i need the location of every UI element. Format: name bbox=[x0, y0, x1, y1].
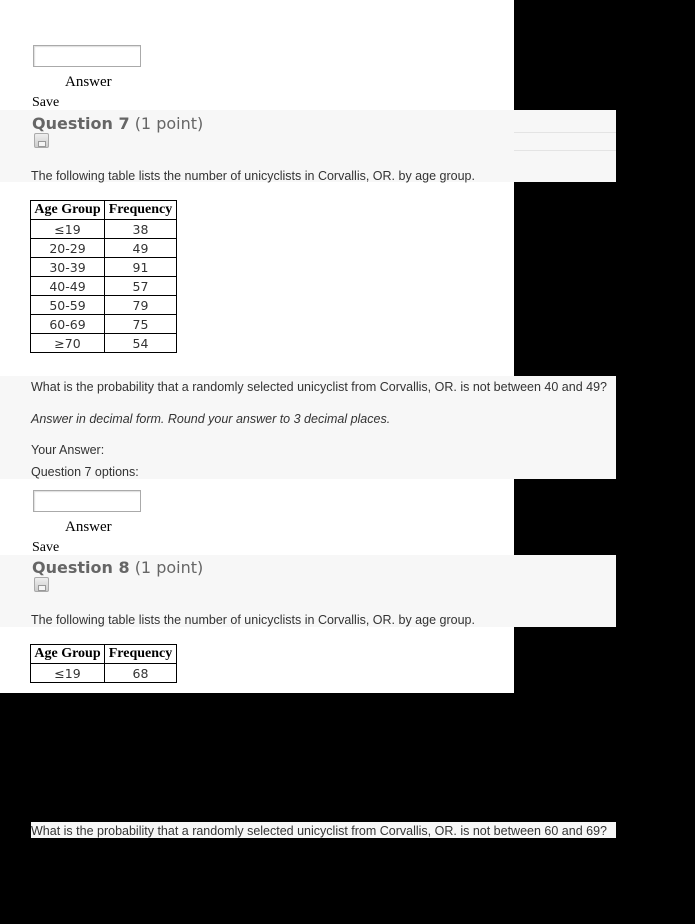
q7-options-label: Question 7 options: bbox=[31, 465, 139, 479]
age-group-cell: 30-39 bbox=[31, 258, 105, 277]
frequency-cell: 75 bbox=[105, 315, 177, 334]
age-group-cell: ≤19 bbox=[31, 220, 105, 239]
frequency-cell: 79 bbox=[105, 296, 177, 315]
table-row bbox=[31, 334, 177, 353]
table-row bbox=[31, 239, 177, 258]
table-row bbox=[31, 258, 177, 277]
age-group-cell: ≥70 bbox=[31, 334, 105, 353]
q7-instruction: Answer in decimal form. Round your answer to 3 decimal places. bbox=[31, 412, 391, 426]
q7-answer-input[interactable] bbox=[33, 490, 141, 512]
age-group-cell: 40-49 bbox=[31, 277, 105, 296]
save-icon[interactable] bbox=[34, 577, 49, 592]
q8-intro: The following table lists the number of unicyclists in Corvallis, OR. by age group. bbox=[31, 613, 475, 627]
frequency-cell: 68 bbox=[105, 664, 177, 683]
age-group-cell: 60-69 bbox=[31, 315, 105, 334]
save-icon[interactable] bbox=[34, 133, 49, 148]
q8-points: (1 point) bbox=[134, 558, 204, 577]
age-group-cell: 20-29 bbox=[31, 239, 105, 258]
frequency-cell: 91 bbox=[105, 258, 177, 277]
q7-divider-1 bbox=[514, 132, 616, 133]
q7-divider-2 bbox=[514, 150, 616, 151]
black-occlusion bbox=[0, 693, 695, 924]
table-row bbox=[31, 315, 177, 334]
frequency-cell: 49 bbox=[105, 239, 177, 258]
table-row bbox=[31, 664, 177, 683]
table-row bbox=[31, 296, 177, 315]
q7-answer-label: Answer bbox=[65, 519, 112, 535]
q7-number: Question 7 bbox=[32, 114, 130, 133]
q6-answer-label: Answer bbox=[65, 74, 112, 90]
q7-frequency-table bbox=[30, 200, 177, 353]
q7-title bbox=[32, 114, 203, 133]
table-header: Frequency bbox=[105, 201, 177, 220]
q8-question-text: What is the probability that a randomly selected unicyclist from Corvallis, OR. is not between 60 and 69? bbox=[31, 824, 607, 838]
q8-number: Question 8 bbox=[32, 558, 130, 577]
age-group-cell: ≤19 bbox=[31, 664, 105, 683]
frequency-cell: 57 bbox=[105, 277, 177, 296]
table-row bbox=[31, 277, 177, 296]
frequency-cell: 38 bbox=[105, 220, 177, 239]
q8-frequency-table bbox=[30, 644, 177, 683]
q7-points: (1 point) bbox=[134, 114, 204, 133]
frequency-cell: 54 bbox=[105, 334, 177, 353]
table-header: Age Group bbox=[31, 645, 105, 664]
table-header: Age Group bbox=[31, 201, 105, 220]
q8-title bbox=[32, 558, 203, 577]
q7-intro: The following table lists the number of unicyclists in Corvallis, OR. by age group. bbox=[31, 169, 475, 183]
q6-save-button[interactable]: Save bbox=[32, 95, 60, 110]
age-group-cell: 50-59 bbox=[31, 296, 105, 315]
q7-your-answer-label: Your Answer: bbox=[31, 443, 105, 457]
q7-question-text: What is the probability that a randomly selected unicyclist from Corvallis, OR. is not between 40 and 49? bbox=[31, 380, 607, 394]
table-header: Frequency bbox=[105, 645, 177, 664]
q6-answer-input[interactable] bbox=[33, 45, 141, 67]
table-row bbox=[31, 220, 177, 239]
q7-save-button[interactable]: Save bbox=[32, 540, 60, 555]
